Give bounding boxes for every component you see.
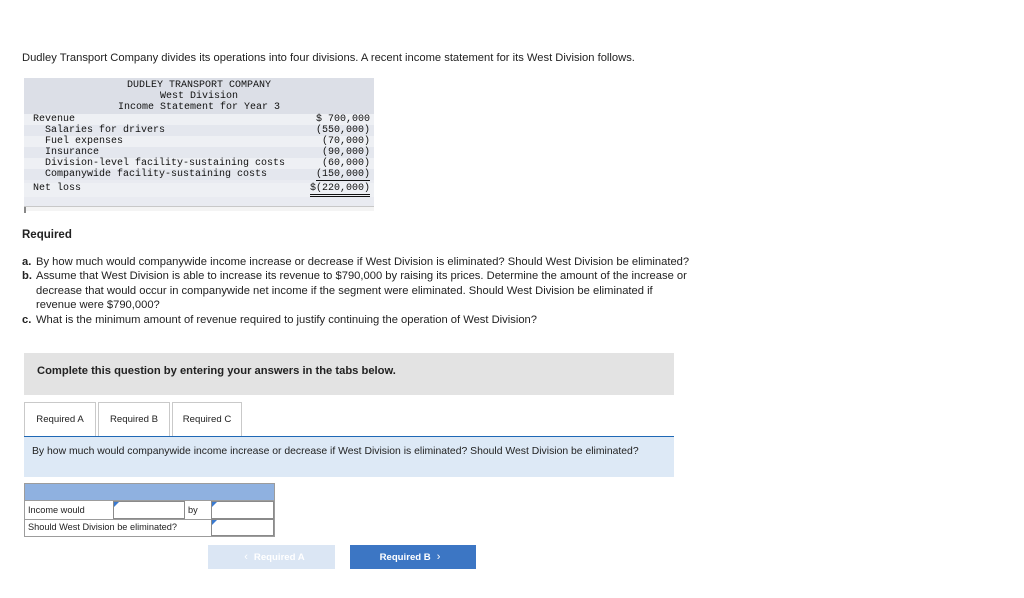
statement-row <box>24 158 374 169</box>
income-change-select[interactable] <box>113 501 185 519</box>
row-label: Salaries for drivers <box>45 125 166 136</box>
row-value: (90,000) <box>321 147 370 158</box>
question-text: By how much would companywide income increase or decrease if West Division is eliminated? Should West Division be eliminated? <box>32 446 639 457</box>
question-panel <box>24 437 674 477</box>
income-would-label: Income would <box>28 505 85 515</box>
row-label: Companywide facility-sustaining costs <box>45 169 268 180</box>
eliminate-select[interactable] <box>211 519 274 536</box>
row-value: $(220,000) <box>310 183 370 197</box>
instructions-text: Complete this question by entering your answers in the tabs below. <box>37 365 396 377</box>
prev-button-label: Required A <box>253 551 305 563</box>
statement-row <box>24 169 374 180</box>
answer-grid <box>24 483 275 537</box>
requirement-b-line3: revenue were $790,000? <box>36 299 160 311</box>
row-label: Insurance <box>45 147 100 158</box>
row-label: Revenue <box>33 114 76 125</box>
answer-grid-header <box>25 484 274 500</box>
row-value: (550,000) <box>315 125 370 136</box>
row-value: (60,000) <box>321 158 370 169</box>
horizontal-scrollbar[interactable] <box>24 206 374 211</box>
requirement-c-letter: c. <box>22 314 32 326</box>
required-heading: Required <box>22 229 72 241</box>
prev-required-button[interactable] <box>208 545 335 569</box>
row-label: Division-level facility-sustaining costs <box>45 158 286 169</box>
statement-row <box>24 125 374 136</box>
dropdown-indicator-icon <box>212 520 217 525</box>
statement-row <box>24 147 374 158</box>
requirement-b-line1: Assume that West Division is able to increase its revenue to $790,000 by raising its prices. Determine the amount of the increase or <box>36 270 687 282</box>
row-value: (70,000) <box>321 136 370 147</box>
tab-required-c[interactable]: Required C <box>172 402 242 436</box>
dropdown-indicator-icon <box>114 502 119 507</box>
statement-row <box>24 114 374 125</box>
requirement-a: By how much would companywide income increase or decrease if West Division is eliminated? Should West Division be eliminated? <box>36 256 690 268</box>
next-required-button[interactable] <box>350 545 476 569</box>
tab-required-b[interactable]: Required B <box>98 402 170 436</box>
row-label: Net loss <box>33 183 82 194</box>
next-button-label: Required B <box>379 551 431 563</box>
statement-company: DUDLEY TRANSPORT COMPANY <box>126 80 272 91</box>
statement-row <box>24 183 374 197</box>
chevron-left-icon: ‹ <box>244 551 248 563</box>
intro-text: Dudley Transport Company divides its operations into four divisions. A recent income statement for its West Division follows. <box>22 52 635 64</box>
chevron-right-icon: › <box>436 551 441 563</box>
income-statement <box>24 78 374 210</box>
instructions-box <box>24 353 674 395</box>
requirement-a-letter: a. <box>22 256 32 268</box>
statement-title: Income Statement for Year 3 <box>117 102 281 113</box>
row-label: Fuel expenses <box>45 136 124 147</box>
statement-division: West Division <box>159 91 238 102</box>
by-label: by <box>188 505 198 515</box>
statement-row <box>24 136 374 147</box>
income-change-amount-input[interactable] <box>211 501 274 519</box>
row-value: $ 700,000 <box>315 114 370 125</box>
input-indicator-icon <box>212 502 217 507</box>
requirement-c: What is the minimum amount of revenue required to justify continuing the operation of West Division? <box>36 314 537 326</box>
row-value: (150,000) <box>315 169 370 180</box>
requirement-b-letter: b. <box>22 270 32 282</box>
eliminate-question-label: Should West Division be eliminated? <box>28 522 177 532</box>
tab-required-a[interactable]: Required A <box>24 402 96 436</box>
requirement-b-line2: decrease that would occur in companywide net income if the segment were eliminated. Should West Division be eliminated if <box>36 284 653 297</box>
